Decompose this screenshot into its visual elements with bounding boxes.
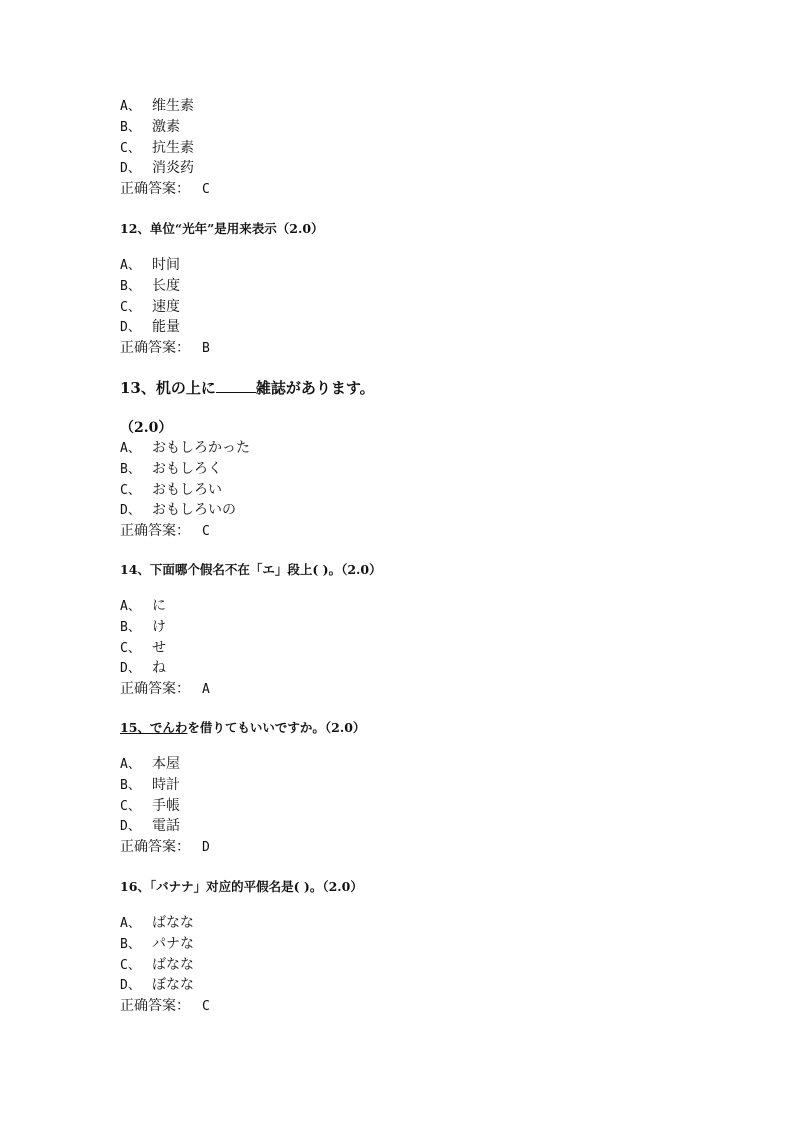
option-b: B、 激素 xyxy=(120,118,180,135)
question-16-options xyxy=(120,913,760,1017)
question-13-options xyxy=(120,438,760,542)
title-part: 雑誌があります。 xyxy=(255,379,375,397)
option-d: D、 おもしろいの xyxy=(120,502,236,519)
question-12-options xyxy=(120,255,760,359)
fill-blank xyxy=(216,380,256,393)
option-d: D、 消炎药 xyxy=(120,160,194,177)
answer-line: 正确答案： C xyxy=(120,523,210,540)
option-c: C、 せ xyxy=(120,639,166,656)
question-11-options xyxy=(120,96,760,200)
option-a: A、 时间 xyxy=(120,257,180,273)
title-part: を借りてもいいですか。（2.0） xyxy=(187,720,366,735)
question-15-title xyxy=(120,718,365,736)
option-a: A、 本屋 xyxy=(120,756,180,772)
question-16-title: 16、「バナナ」对应的平假名是( )。（2.0） xyxy=(120,879,363,894)
answer-line: 正确答案： A xyxy=(120,681,210,698)
answer-line: 正确答案： C xyxy=(120,998,210,1015)
question-13-score: （2.0） xyxy=(120,420,173,436)
option-b: B、 おもしろく xyxy=(120,460,222,477)
option-a: A、 ばなな xyxy=(120,915,194,931)
option-d: D、 ね xyxy=(120,660,166,677)
option-b: B、 時計 xyxy=(120,776,180,793)
question-14-options xyxy=(120,596,760,700)
option-c: C、 抗生素 xyxy=(120,139,194,156)
question-15-options xyxy=(120,754,760,858)
underlined-word: 15、でんわ xyxy=(120,720,188,735)
option-d: D、 電話 xyxy=(120,818,180,835)
option-d: D、 能量 xyxy=(120,319,180,336)
question-13-title xyxy=(120,377,375,398)
option-b: B、 长度 xyxy=(120,277,180,294)
answer-line: 正确答案： C xyxy=(120,181,210,198)
question-12-title: 12、单位“光年”是用来表示（2.0） xyxy=(120,221,324,236)
option-d: D、 ぼなな xyxy=(120,977,194,994)
option-b: B、 け xyxy=(120,618,166,635)
answer-line: 正确答案： D xyxy=(120,839,210,856)
answer-line: 正确答案： B xyxy=(120,340,210,357)
question-14-title: 14、下面哪个假名不在「エ」段上( )。（2.0） xyxy=(120,562,382,577)
option-c: C、 速度 xyxy=(120,298,180,315)
title-part: 13、机の上に xyxy=(120,379,216,397)
option-a: A、 维生素 xyxy=(120,98,194,114)
option-c: C、 ばなな xyxy=(120,956,194,973)
option-c: C、 手帳 xyxy=(120,797,180,814)
option-b: B、 パナな xyxy=(120,935,194,952)
option-a: A、 に xyxy=(120,598,166,614)
option-c: C、 おもしろい xyxy=(120,481,222,498)
option-a: A、 おもしろかった xyxy=(120,440,250,456)
